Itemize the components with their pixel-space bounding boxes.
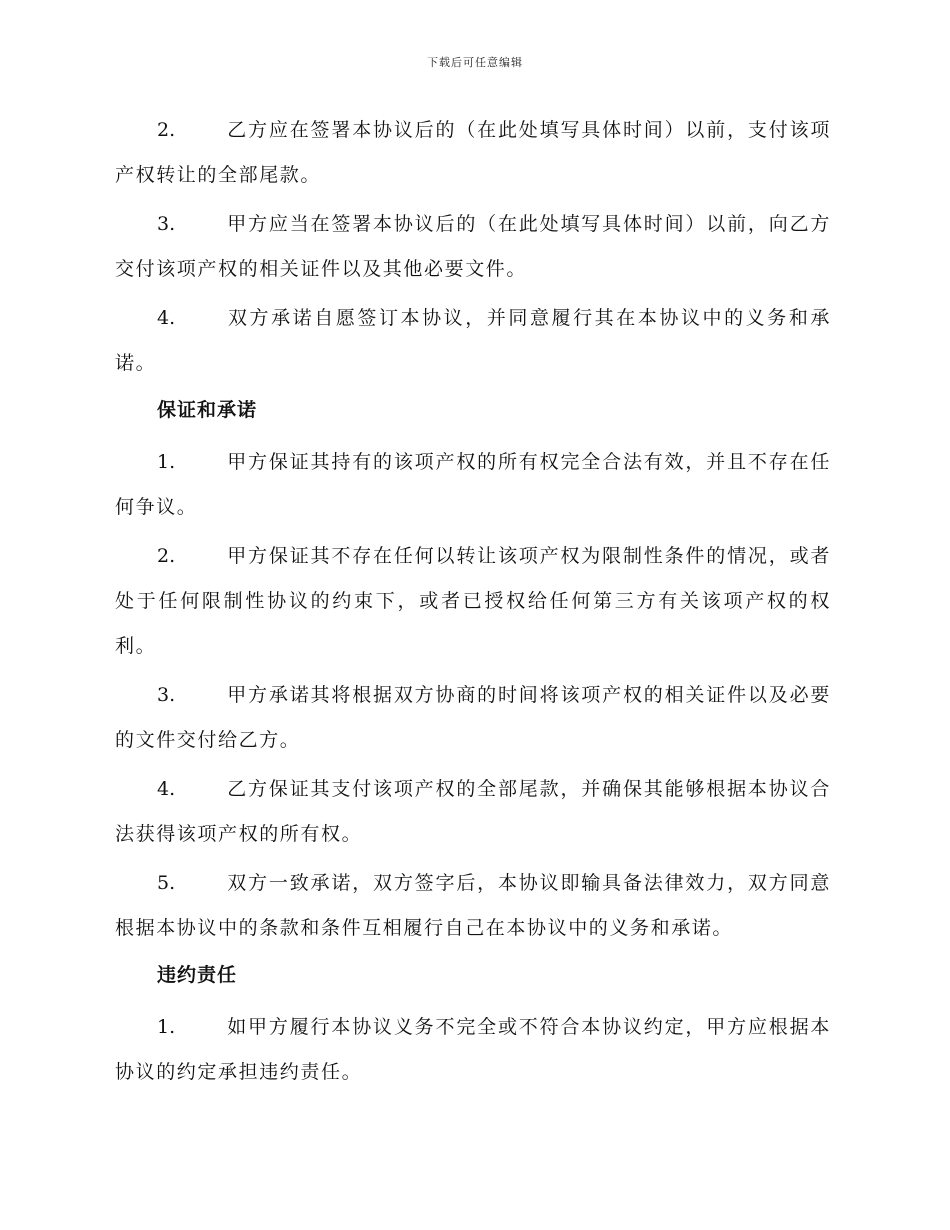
clause-text: 双方一致承诺，双方签字后，本协议即输具备法律效力，双方同意根据本协议中的条款和条件互相履行自己在本协议中的义务和承诺。 [115, 872, 831, 939]
section-heading-breach: 违约责任 [157, 964, 238, 986]
clause-paragraph [115, 1005, 831, 1095]
document-body [115, 108, 831, 1099]
clause-paragraph [115, 861, 831, 951]
clause-number: 4. [157, 307, 176, 329]
clause-number: 3. [157, 213, 176, 235]
clause-number: 3. [157, 684, 176, 706]
clause-paragraph [115, 440, 831, 530]
clause-text: 如甲方履行本协议义务不完全或不符合本协议约定，甲方应根据本协议的约定承担违约责任。 [115, 1016, 831, 1083]
header-note: 下载后可任意编辑 [427, 56, 523, 69]
clause-text: 甲方承诺其将根据双方协商的时间将该项产权的相关证件以及必要的文件交付给乙方。 [115, 684, 831, 751]
clause-text: 乙方应在签署本协议后的（在此处填写具体时间）以前，支付该项产权转让的全部尾款。 [115, 119, 831, 186]
clause-number: 2. [157, 545, 176, 567]
clause-paragraph [115, 296, 831, 386]
clause-text: 双方承诺自愿签订本协议，并同意履行其在本协议中的义务和承诺。 [115, 307, 831, 374]
clause-paragraph [115, 534, 831, 669]
clause-text: 甲方保证其不存在任何以转让该项产权为限制性条件的情况，或者处于任何限制性协议的约束下，或者已授权给任何第三方有关该项产权的权利。 [115, 545, 831, 657]
clause-number: 5. [157, 872, 176, 894]
clause-text: 甲方保证其持有的该项产权的所有权完全合法有效，并且不存在任何争议。 [115, 451, 831, 518]
clause-paragraph [115, 108, 831, 198]
clause-text: 甲方应当在签署本协议后的（在此处填写具体时间）以前，向乙方交付该项产权的相关证件以及其他必要文件。 [115, 213, 831, 280]
clause-text: 乙方保证其支付该项产权的全部尾款，并确保其能够根据本协议合法获得该项产权的所有权。 [115, 778, 831, 845]
clause-number: 4. [157, 778, 176, 800]
clause-paragraph [115, 673, 831, 763]
clause-number: 1. [157, 451, 176, 473]
clause-paragraph [115, 202, 831, 292]
clause-number: 1. [157, 1016, 176, 1038]
clause-number: 2. [157, 119, 176, 141]
section-heading-guarantee: 保证和承诺 [157, 399, 258, 421]
clause-paragraph [115, 767, 831, 857]
